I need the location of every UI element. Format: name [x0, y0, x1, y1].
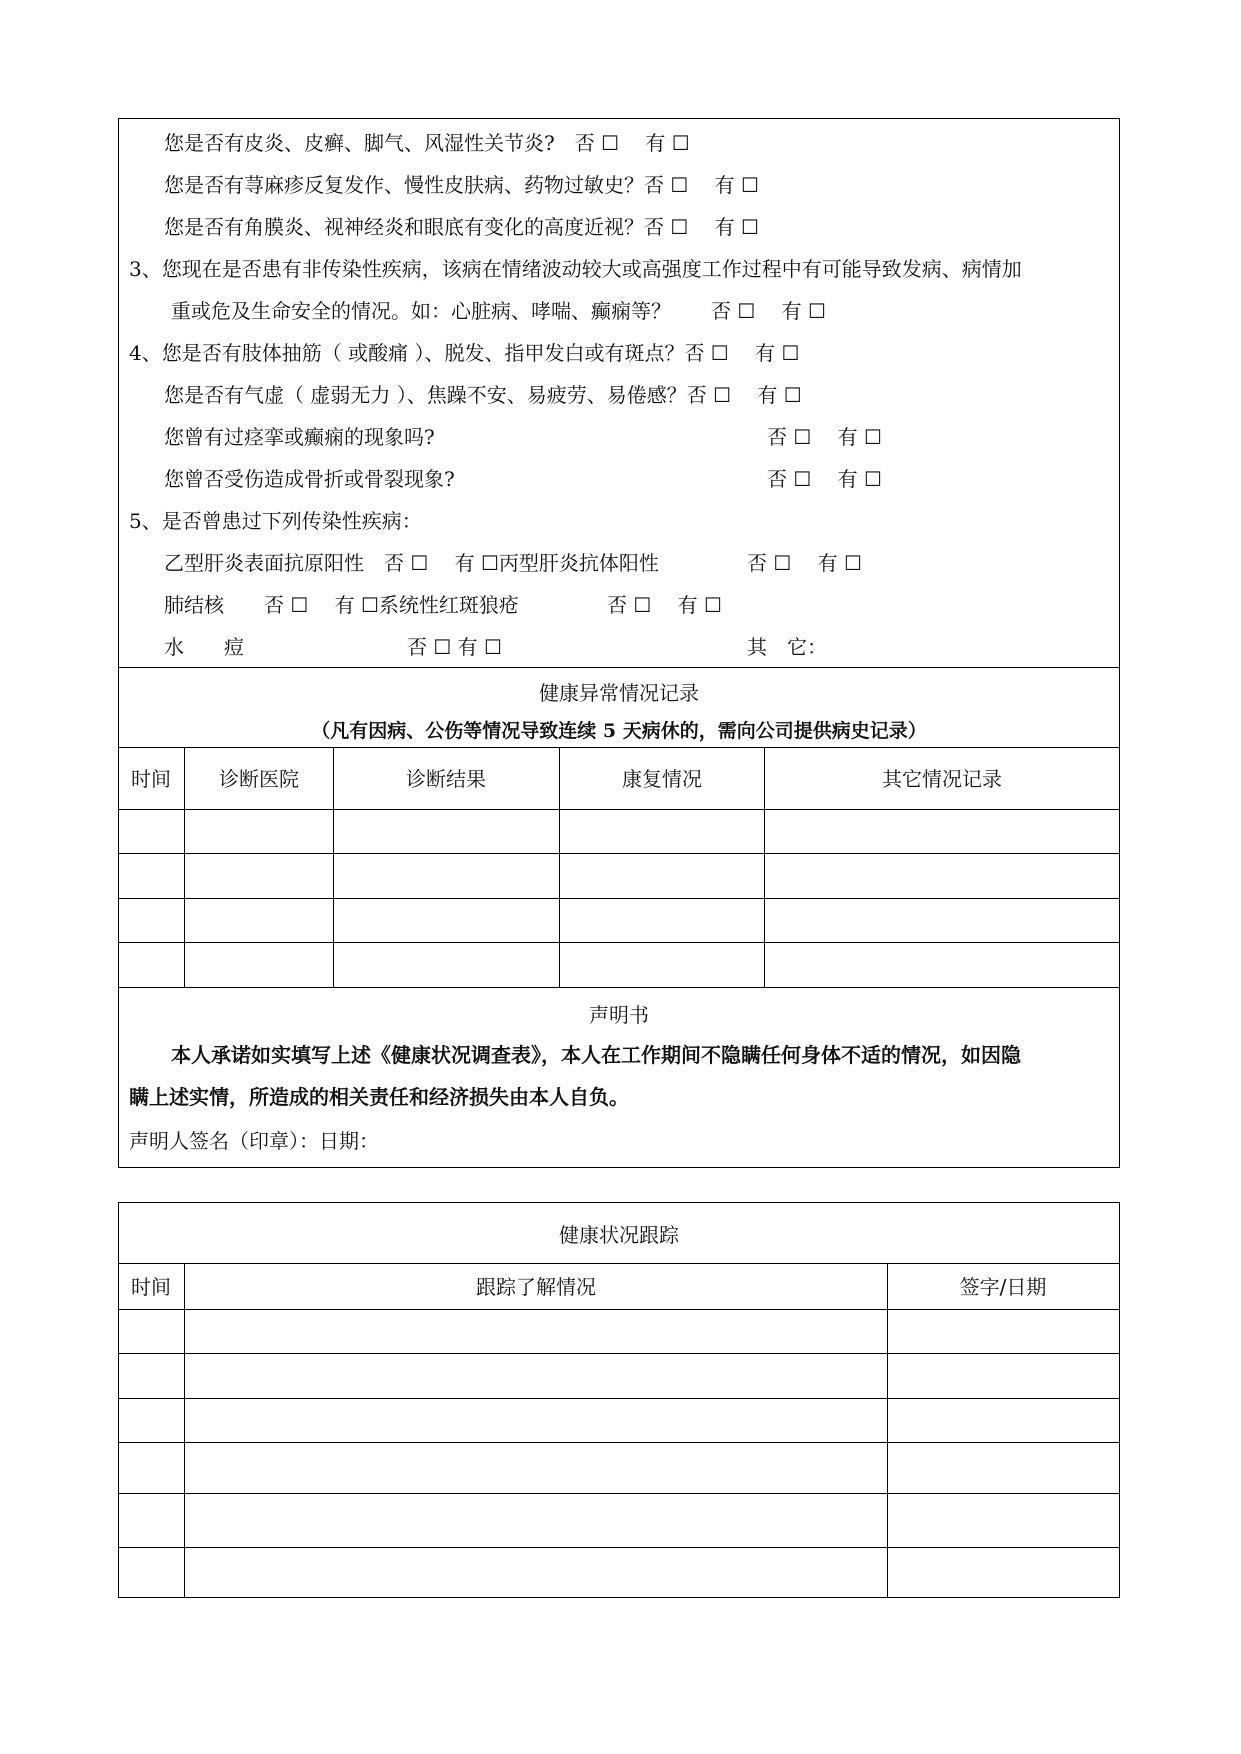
question-5-title: 5、是否曾患过下列传染性疾病：: [129, 509, 422, 533]
divider: [119, 667, 1119, 668]
table-header-bottom: [119, 809, 1119, 810]
question-4-line4-options[interactable]: 否 ☐ 有 ☐: [767, 467, 882, 491]
question-5-row2: 肺结核 否 ☐ 有 ☐系统性红斑狼疮: [164, 593, 519, 617]
header-other-notes: 其它情况记录: [882, 767, 1002, 791]
question-allergy: 您是否有荨麻疹反复发作、慢性皮肤病、药物过敏史？否 ☐ 有 ☐: [164, 173, 759, 197]
question-skin-disease: 您是否有皮炎、皮癣、脚气、风湿性关节炎? 否 ☐ 有 ☐: [164, 131, 690, 155]
question-5-row1: 乙型肝炎表面抗原阳性 否 ☐ 有 ☐丙型肝炎抗体阳性: [164, 551, 659, 575]
declaration-body-line2: 瞒上述实情，所造成的相关责任和经济损失由本人自负。: [129, 1085, 629, 1109]
health-tracking-table: [118, 1202, 1120, 1598]
table-row-line: [119, 1547, 1119, 1548]
question-eye-disease: 您是否有角膜炎、视神经炎和眼底有变化的高度近视？否 ☐ 有 ☐: [164, 215, 759, 239]
column-divider: [184, 1263, 185, 1597]
question-5-row2-options[interactable]: 否 ☐ 有 ☐: [607, 593, 722, 617]
header-time: 时间: [131, 767, 171, 791]
tracking-header-details: 跟踪了解情况: [476, 1275, 596, 1299]
table-row-line: [119, 1353, 1119, 1354]
table-row-line: [119, 942, 1119, 943]
question-3-line2: 重或危及生命安全的情况。如：心脏病、哮喘、癫痫等？ 否 ☐ 有 ☐: [171, 299, 826, 323]
question-4-line3: 您曾有过痉挛或癫痫的现象吗?: [164, 425, 435, 449]
column-divider: [333, 747, 334, 987]
tracking-header-time: 时间: [131, 1275, 171, 1299]
declaration-body-line1: 本人承诺如实填写上述《健康状况调查表》，本人在工作期间不隐瞒任何身体不适的情况，如因隐: [171, 1043, 1021, 1067]
declaration-title: 声明书: [589, 1003, 649, 1027]
tracking-title: 健康状况跟踪: [559, 1223, 679, 1247]
question-4-line1: 4、您是否有肢体抽筋（ 或酸痛 ）、脱发、指甲发白或有斑点？否 ☐ 有 ☐: [129, 341, 800, 365]
table-header-bottom: [119, 1309, 1119, 1310]
table-row-line: [119, 898, 1119, 899]
table-header-top: [119, 1263, 1119, 1264]
signature-line[interactable]: 声明人签名（印章）：日期：: [129, 1129, 379, 1153]
header-recovery: 康复情况: [622, 767, 702, 791]
health-questionnaire-form: [118, 118, 1120, 1168]
question-5-row1-options[interactable]: 否 ☐ 有 ☐: [747, 551, 862, 575]
question-5-row3-label: 水 痘: [164, 635, 244, 659]
abnormal-record-title: 健康异常情况记录: [539, 681, 699, 705]
table-row-line: [119, 1442, 1119, 1443]
question-3-line1: 3、您现在是否患有非传染性疾病，该病在情绪波动较大或高强度工作过程中有可能导致发病、病情加: [129, 257, 1022, 281]
column-divider: [887, 1263, 888, 1597]
table-row-line: [119, 1398, 1119, 1399]
question-5-row3-options[interactable]: 否 ☐ 有 ☐: [407, 635, 502, 659]
table-row-line: [119, 1493, 1119, 1494]
header-diagnosis: 诊断结果: [406, 767, 486, 791]
question-4-line2: 您是否有气虚（ 虚弱无力 ）、焦躁不安、易疲劳、易倦感？否 ☐ 有 ☐: [164, 383, 802, 407]
question-4-line4: 您曾否受伤造成骨折或骨裂现象?: [164, 467, 455, 491]
column-divider: [184, 747, 185, 987]
abnormal-record-subtitle: （凡有因病、公伤等情况导致连续 5 天病休的，需向公司提供病史记录）: [311, 720, 927, 742]
header-hospital: 诊断医院: [219, 767, 299, 791]
question-4-line3-options[interactable]: 否 ☐ 有 ☐: [767, 425, 882, 449]
table-row-line: [119, 853, 1119, 854]
table-top-border: [119, 747, 1119, 748]
tracking-header-signature-date: 签字/日期: [959, 1275, 1047, 1299]
question-5-other-label: 其 它：: [747, 635, 827, 659]
column-divider: [764, 747, 765, 987]
column-divider: [559, 747, 560, 987]
table-bottom-border: [119, 987, 1119, 988]
